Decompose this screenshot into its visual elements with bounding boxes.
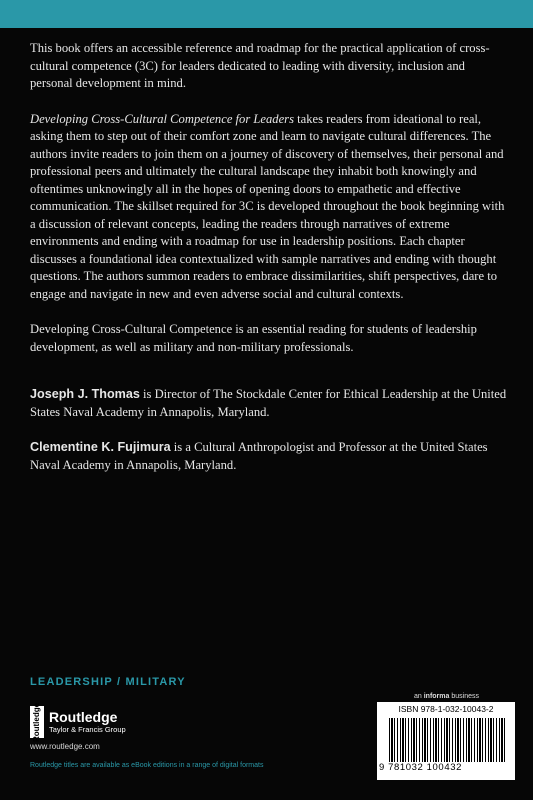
informa-business-tag (414, 693, 479, 700)
blurb-paragraph-3: Developing Cross-Cultural Competence is an essential reading for students of leadership development, as well as military and non-military professionals. (30, 322, 477, 354)
author-bio-text-2: is a Cultural Anthropologist and Professor at the United States Naval Academy in Annapolis, Maryland. (30, 440, 488, 472)
author-bio-text-1: is Director of The Stockdale Center for Ethical Leadership at the United States Naval Academy in Annapolis, Maryland. (30, 387, 507, 419)
informa-brand: informa (423, 693, 450, 700)
barcode-digits: 9 781032 100432 (379, 762, 462, 773)
book-title-italic: Developing Cross-Cultural Competence for Leaders (30, 111, 294, 126)
blurb-paragraph-2 (30, 111, 508, 304)
publisher-logo (30, 702, 126, 742)
author-bio-1 (30, 386, 508, 421)
blurb-paragraph-2-text: takes readers from ideational to real, asking them to step out of their comfort zone and learn to navigate cultural differences. The authors invite readers to join them on a journey of discovery of themselves, their personal and professional peers and ultimately the cultural landscape they inhabit both knowingly and oftentimes unknowingly all in the hopes of opening doors to empathetic and effective communication. The skillset required for 3C is developed throughout the book beginning with a discussion of relevant concepts, leading the readers through narratives of extreme environments and ending with a roadmap for use in leadership positions. Each chapter discusses a foundational idea contextualized with sample narratives and ending with thought questions. The authors summon readers to embrace dissimilarities, shift perspectives, dare to engage and navigate in new and even adverse social and cultural contexts. (30, 111, 505, 301)
publisher-group: Taylor & Francis Group (49, 724, 126, 734)
isbn-barcode (377, 702, 515, 780)
informa-prefix: an (414, 693, 424, 700)
blurb-paragraph-1: This book offers an accessible reference and roadmap for the practical application of cross-cultural competence (3C) for leaders dedicated to leading with diversity, inclusion and personal development in mind. (30, 41, 490, 90)
publisher-name-block (49, 710, 126, 735)
ebook-availability-note: Routledge titles are available as eBook editions in a range of digital formats (30, 762, 264, 769)
publisher-name: Routledge (49, 708, 118, 725)
barcode-bars (389, 718, 507, 762)
publisher-website: www.routledge.com (30, 742, 100, 751)
informa-suffix: business (449, 693, 479, 700)
top-accent-bar (0, 0, 533, 28)
blurb (30, 40, 508, 492)
logo-mark-text: Routledge (32, 702, 42, 742)
author-name-1: Joseph J. Thomas (30, 387, 140, 401)
routledge-logo-mark (30, 702, 44, 742)
subject-category: LEADERSHIP / MILITARY (30, 676, 186, 688)
author-name-2: Clementine K. Fujimura (30, 440, 171, 454)
author-bio-2 (30, 439, 508, 474)
isbn-label: ISBN 978-1-032-10043-2 (398, 704, 494, 714)
